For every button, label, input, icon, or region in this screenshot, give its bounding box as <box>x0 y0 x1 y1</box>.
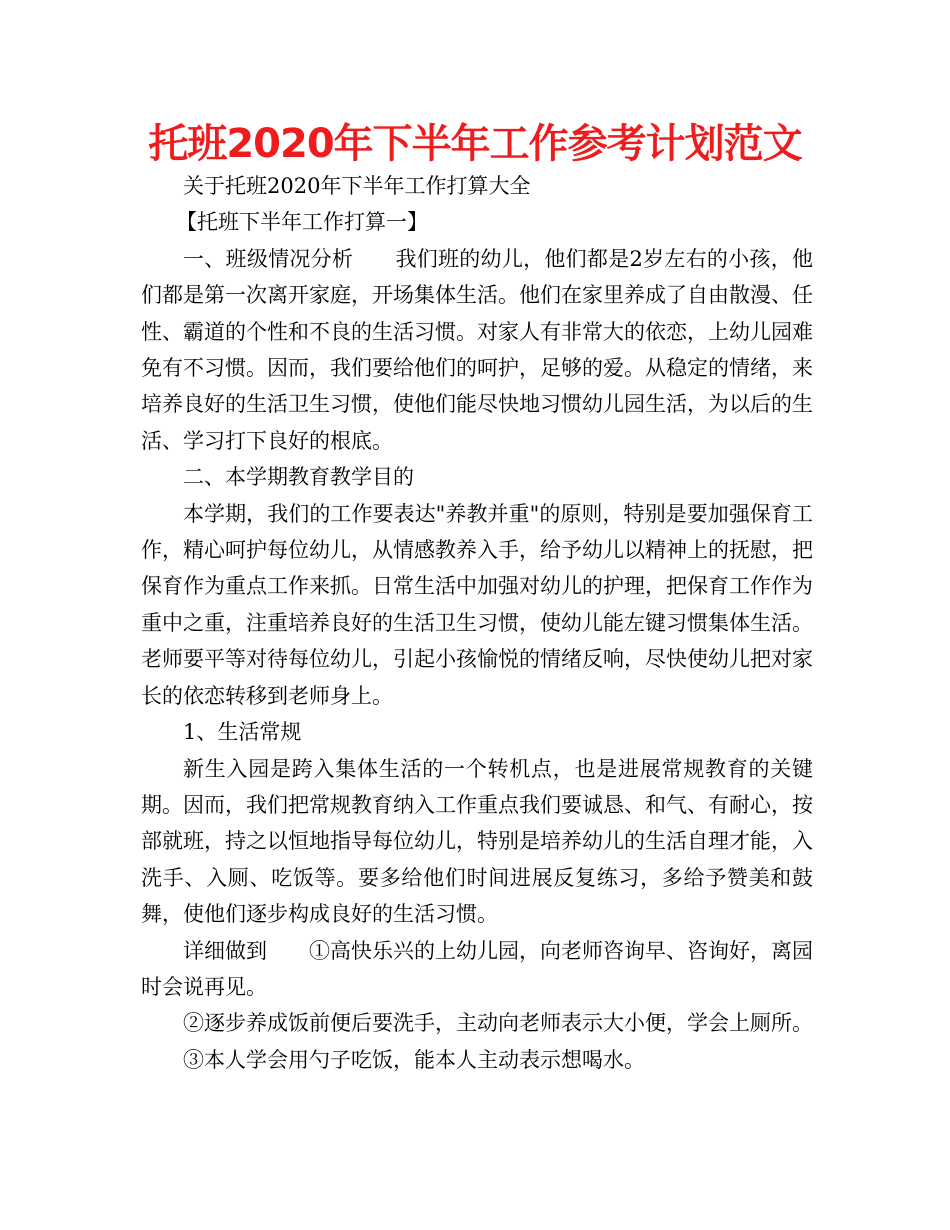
document-title: 托班2020年下半年工作参考计划范文 <box>148 121 802 167</box>
sub1-body: 新生入园是跨入集体生活的一个转机点，也是进展常规教育的关键期。因而，我们把常规教育纳入工作重点我们要诚恳、和气、有耐心，按部就班，持之以恒地指导每位幼儿，特别是培养幼儿的生活自理才能，入洗手、入厕、吃饭等。要多给他们时间进展反复练习，多给予赞美和鼓舞，使他们逐步构成良好的生活习惯。 <box>141 756 813 927</box>
item-3: ③本人学会用勺子吃饭，能本人主动表示想喝水。 <box>183 1047 645 1072</box>
part2-heading: 二、本学期教育教学目的 <box>183 465 414 490</box>
document-subtitle: 关于托班2020年下半年工作打算大全 <box>183 174 531 198</box>
part1-body: 我们班的幼儿，他们都是2岁左右的小孩，他们都是第一次离开家庭，开场集体生活。他们在家里养成了自由散漫、任性、霸道的个性和不良的生活习惯。对家人有非常大的依恋，上幼儿园难免有不习惯。因而，我们要给他们的呵护，足够的爱。从稳定的情绪，来培养良好的生活卫生习惯，使他们能尽快地习惯幼儿园生活，为以后的生活、学习打下良好的根底。 <box>141 246 814 453</box>
detail-label: 详细做到 <box>183 938 267 963</box>
item-2: ②逐步养成饭前便后要洗手，主动向老师表示大小便，学会上厕所。 <box>183 1011 813 1036</box>
document-body <box>141 168 813 1078</box>
part2-body: 本学期，我们的工作要表达"养教并重"的原则，特别是要加强保育工作，精心呵护每位幼儿，从情感教养入手，给予幼儿以精神上的抚慰，把保育作为重点工作来抓。日常生活中加强对幼儿的护理，把保育工作作为重中之重，注重培养良好的生活卫生习惯，使幼儿能左键习惯集体生活。老师要平等对待每位幼儿，引起小孩愉悦的情绪反响，尽快使幼儿把对家长的依恋转移到老师身上。 <box>141 501 813 708</box>
item-1: ①高快乐兴的上幼儿园，向老师咨询早、咨询好，离园时会说再见。 <box>141 938 813 999</box>
section-heading: 【托班下半年工作打算一】 <box>176 210 428 235</box>
paragraph-details <box>141 933 813 1006</box>
part1-heading: 一、班级情况分析 <box>183 246 354 271</box>
sub1-heading: 1、生活常规 <box>183 720 302 745</box>
paragraph-class-analysis <box>141 241 813 459</box>
